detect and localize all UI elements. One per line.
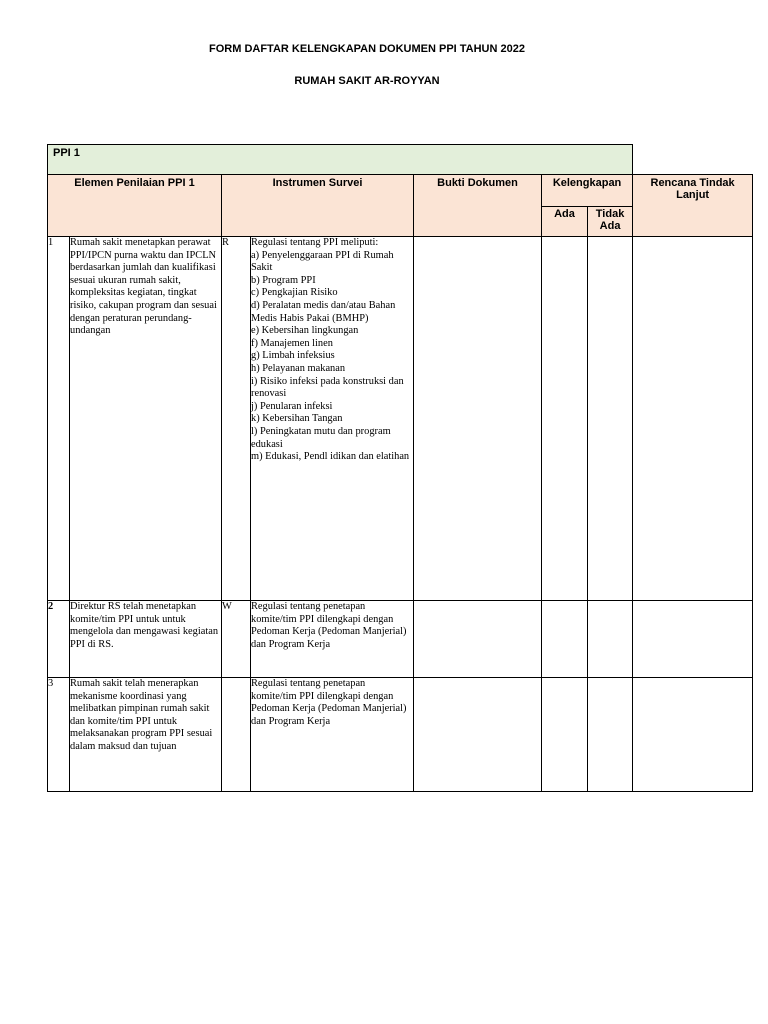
- section-label: PPI 1: [48, 145, 633, 175]
- section-row: [48, 145, 753, 175]
- row-elemen: Rumah sakit telah menerapkan mekanisme koordinasi yang melibatkan pimpinan rumah sakit dan komite/tim PPI untuk melaksanakan program PPI sesuai dalam maksud dan tujuan: [70, 678, 222, 792]
- row-bukti: [414, 678, 542, 792]
- header-tidak-ada: Tidak Ada: [588, 207, 633, 237]
- table-row: [48, 678, 753, 792]
- document-subtitle: RUMAH SAKIT AR-ROYYAN: [294, 75, 440, 87]
- row-kode: R: [222, 237, 251, 601]
- header-elemen: Elemen Penilaian PPI 1: [48, 175, 222, 237]
- header-rencana: Rencana Tindak Lanjut: [633, 175, 753, 237]
- checklist-table: [47, 144, 753, 792]
- header-kelengkapan: Kelengkapan: [542, 175, 633, 207]
- row-elemen: Rumah sakit menetapkan perawat PPI/IPCN purna waktu dan IPCLN berdasarkan jumlah dan kualifikasi sesuai ukuran rumah sakit, kompleksitas kegiatan, tingkat risiko, cakupan program dan sesuai dengan peraturan perundang-undangan: [70, 237, 222, 601]
- table-row: [48, 601, 753, 678]
- row-instrumen: Regulasi tentang PPI meliputi: a) Penyelenggaraan PPI di Rumah Sakit b) Program PPI c) Pengkajian Risiko d) Peralatan medis dan/atau Bahan Medis Habis Pakai (BMHP) e) Kebersihan lingkungan f) Manajemen linen g) Limbah infeksius h) Pelayanan makanan i) Risiko infeksi pada konstruksi dan renovasi j) Penularan infeksi k) Kebersihan Tangan l) Peningkatan mutu dan program edukasi m) Edukasi, Pendl idikan dan elatihan: [251, 237, 414, 601]
- header-bukti: Bukti Dokumen: [414, 175, 542, 237]
- row-tidak-ada: [588, 237, 633, 601]
- row-rencana: [633, 678, 753, 792]
- row-kode: W: [222, 601, 251, 678]
- row-instrumen: Regulasi tentang penetapan komite/tim PPI dilengkapi dengan Pedoman Kerja (Pedoman Manjerial) dan Program Kerja: [251, 678, 414, 792]
- row-rencana: [633, 601, 753, 678]
- header-row: [48, 175, 753, 207]
- row-tidak-ada: [588, 601, 633, 678]
- row-tidak-ada: [588, 678, 633, 792]
- row-elemen: Direktur RS telah menetapkan komite/tim PPI untuk untuk mengelola dan mengawasi kegiatan PPI di RS.: [70, 601, 222, 678]
- section-spacer: [633, 145, 753, 175]
- row-number: 2: [48, 601, 70, 678]
- table-row: [48, 237, 753, 601]
- row-bukti: [414, 237, 542, 601]
- document-title: FORM DAFTAR KELENGKAPAN DOKUMEN PPI TAHUN 2022: [209, 43, 525, 55]
- row-bukti: [414, 601, 542, 678]
- row-instrumen: Regulasi tentang penetapan komite/tim PPI dilengkapi dengan Pedoman Kerja (Pedoman Manjerial) dan Program Kerja: [251, 601, 414, 678]
- row-ada: [542, 601, 588, 678]
- row-ada: [542, 237, 588, 601]
- row-rencana: [633, 237, 753, 601]
- header-ada: Ada: [542, 207, 588, 237]
- header-instrumen: Instrumen Survei: [222, 175, 414, 237]
- row-number: 3: [48, 678, 70, 792]
- row-ada: [542, 678, 588, 792]
- row-number: 1: [48, 237, 70, 601]
- row-kode: [222, 678, 251, 792]
